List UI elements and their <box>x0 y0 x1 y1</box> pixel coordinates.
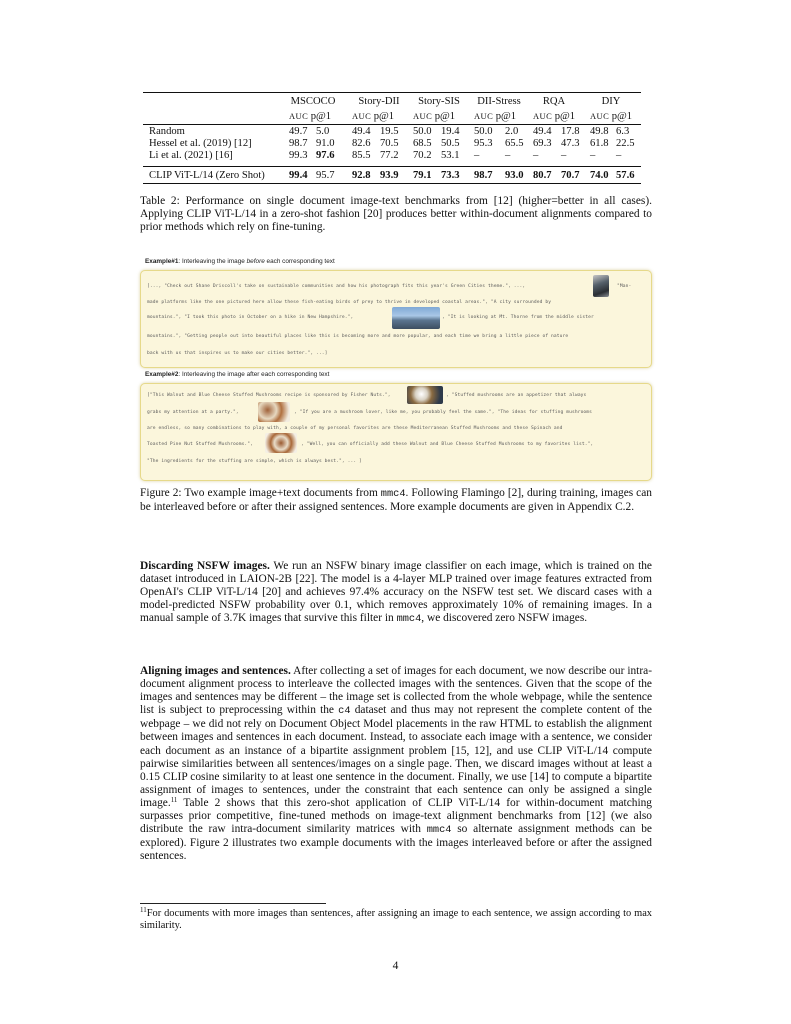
table-cell: 6.3 <box>616 126 630 137</box>
table-cell: 22.5 <box>616 138 635 149</box>
table-row-label: Li et al. (2021) [16] <box>149 150 233 161</box>
example1-line-1-tail: "Man- <box>617 284 632 289</box>
table-cell: 98.7 <box>474 170 493 181</box>
example2-line-5: "The ingredients for the stuffing are simple, which is always best.", ... ] <box>147 459 362 464</box>
example2-mushroom-photo-3 <box>265 433 297 453</box>
example2-line-4: Toasted Pine Nut Stuffed Mushrooms.", <box>147 442 254 447</box>
table-header-rule <box>143 124 641 125</box>
table-cell: 73.3 <box>441 170 460 181</box>
table-cell: 82.6 <box>352 138 371 149</box>
footnote-ref: 11 <box>170 795 178 804</box>
example2-title: Example#2: Interleaving the image after each corresponding text <box>145 371 330 378</box>
example2-line-1-tail: , "Stuffed mushrooms are an appetizer that always <box>446 393 587 398</box>
table-cell: 70.2 <box>413 150 432 161</box>
table-cell: 68.5 <box>413 138 432 149</box>
table-top-rule <box>143 92 641 93</box>
table-cell: 49.8 <box>590 126 609 137</box>
page-number: 4 <box>392 960 399 972</box>
col-header-dii-stress: DII-Stress <box>477 96 521 107</box>
sub-header-dii-stress: AUC p@1 <box>474 111 517 122</box>
table-row-label: Hessel et al. (2019) [12] <box>149 138 252 149</box>
table-cell: 70.7 <box>561 170 580 181</box>
table-cell: 53.1 <box>441 150 460 161</box>
table-cell: 17.8 <box>561 126 580 137</box>
table-cell: 70.5 <box>380 138 399 149</box>
sub-header-story-sis: AUC p@1 <box>413 111 456 122</box>
table-cell: 5.0 <box>316 126 330 137</box>
alignment-heading: Aligning images and sentences. <box>140 665 291 677</box>
example2-mushroom-photo-1 <box>407 386 443 404</box>
table-cell: 93.0 <box>505 170 524 181</box>
table-cell: 50.5 <box>441 138 460 149</box>
nsfw-heading: Discarding NSFW images. <box>140 560 270 572</box>
table-cell: – <box>505 150 511 161</box>
table-cell: 98.7 <box>289 138 308 149</box>
table-caption: Table 2: Performance on single document image-text benchmarks from [12] (higher=better in all cases). Applying CLIP ViT-L/14 in a zero-shot fashion [20] produces better within-document alignments compared to prior methods which rely on fine-tuning. <box>140 195 652 234</box>
col-header-story-dii: Story-DII <box>358 96 400 107</box>
table-cell: 95.7 <box>316 170 335 181</box>
table-cell: 91.0 <box>316 138 335 149</box>
example1-bird-photo <box>593 275 609 297</box>
sub-header-rqa: AUC p@1 <box>533 111 576 122</box>
table-cell: 65.5 <box>505 138 524 149</box>
example2-line-4-tail: , "Well, you can officially add these Walnut and Blue Cheese Stuffed Mushrooms to my favorites list.", <box>301 442 594 447</box>
sub-header-mscoco: AUC p@1 <box>289 111 332 122</box>
table-cell: – <box>616 150 622 161</box>
table-bottom-rule <box>143 183 641 184</box>
table-cell: 93.9 <box>380 170 399 181</box>
table-cell: 95.3 <box>474 138 493 149</box>
table-mid-rule <box>143 166 641 167</box>
table-cell: 74.0 <box>590 170 609 181</box>
figure-caption: Figure 2: Two example image+text documents from mmc4. Following Flamingo [2], during training, images can be interleaved before or after their assigned sentences. More example documents are given in Appendix C.2. <box>140 487 652 514</box>
table-row-label: CLIP ViT-L/14 (Zero Shot) <box>149 170 265 181</box>
table-cell: 77.2 <box>380 150 399 161</box>
example1-line-3-tail: , "It is looking at Mt. Thorne from the middle sister <box>442 315 594 320</box>
example1-panel <box>140 270 652 368</box>
col-header-mscoco: MSCOCO <box>290 96 336 107</box>
example2-line-2: grabs my attention at a party.", <box>147 410 239 415</box>
table-cell: 80.7 <box>533 170 552 181</box>
table-cell: 19.4 <box>441 126 460 137</box>
table-cell: 69.3 <box>533 138 552 149</box>
example2-panel <box>140 383 652 481</box>
example1-title: Example#1: Interleaving the image before each corresponding text <box>145 258 335 265</box>
col-header-diy: DIY <box>601 96 621 107</box>
table-cell: 61.8 <box>590 138 609 149</box>
table-cell: – <box>474 150 480 161</box>
example2-line-1: ["This Walnut and Blue Cheese Stuffed Mushrooms recipe is sponsored by Fisher Nuts.", <box>147 393 391 398</box>
sub-header-story-dii: AUC p@1 <box>352 111 395 122</box>
footnote: $^{11}$For documents with more images than sentences, after assigning an image to each sentence, we assign according to max similarity. <box>140 906 652 931</box>
example2-line-3: are endless, so many combinations to play with, a couple of my personal favorites are these Mediterranean Stuffed Mushrooms and these Spinach and <box>147 426 563 431</box>
table-cell: 97.6 <box>316 150 335 161</box>
table-cell: 49.4 <box>533 126 552 137</box>
table-cell: 79.1 <box>413 170 432 181</box>
sub-header-diy: AUC p@1 <box>590 111 633 122</box>
nsfw-paragraph: Discarding NSFW images. We run an NSFW binary image classifier on each image, which is trained on the dataset introduced in LAION-2B [22]. The model is a 4-layer MLP trained over image features extracted from OpenAI's CLIP ViT-L/14 [20] and achieves 97.4% accuracy on the NSFW test set. We discard cases with a model-predicted NSFW probability over 0.1, which removes approximately 10% of remaining images. In a manual sample of 3.7K images that survive this filter in mmc4, we discovered zero NSFW images. <box>140 560 652 626</box>
example1-line-5: back with us that inspires us to make our cities better.", ...] <box>147 351 328 356</box>
table-cell: 99.4 <box>289 170 308 181</box>
table-cell: 50.0 <box>413 126 432 137</box>
table-cell: – <box>590 150 596 161</box>
table-cell: 19.5 <box>380 126 399 137</box>
footnote-rule <box>140 903 326 904</box>
example1-line-2: made platforms like the one pictured here allow these fish-eating birds of prey to thrive in developed coastal areas.", "A city surrounded by <box>147 300 552 305</box>
table-cell: 50.0 <box>474 126 493 137</box>
table-cell: – <box>533 150 539 161</box>
table-cell: 92.8 <box>352 170 371 181</box>
example2-line-2-tail: , "If you are a mushroom lover, like me, you probably feel the same.", "The ideas for stuffing mushrooms <box>294 410 593 415</box>
table-cell: 49.4 <box>352 126 371 137</box>
example1-mountain-photo <box>392 307 440 329</box>
example2-mushroom-photo-2 <box>258 402 290 422</box>
table-row-label: Random <box>149 126 185 137</box>
table-cell: 2.0 <box>505 126 519 137</box>
table-cell: 85.5 <box>352 150 371 161</box>
alignment-paragraph: Aligning images and sentences. After collecting a set of images for each document, we now describe our intra-document alignment process to interleave the collected images with the sentences. Given that the scope of the images and sentences may be different – the image set is collected from the whole webpage, while the sentence list is subject to preprocessing within the c4 dataset and thus may not represent the complete content of the webpage – we did not rely on Document Object Model placements in the raw HTML to establish the alignment between images and sentences in each document. Instead, to associate each image with a sentence, we consider each document as an instance of a bipartite assignment problem [15, 12], and use CLIP ViT-L/14 compute pairwise similarities between all sentences/images on a single page. Then, we discard images without at least a 0.15 CLIP cosine similarity to at least one sentence in the document. Finally, we use [14] to compute a bipartite assignment of images to sentences, under the constraint that each sentence can only be assigned a single image.$^{11}$ Table 2 shows that this zero-shot application of CLIP ViT-L/14 for within-document matching surpasses prior competitive, fine-tuned methods on image-text alignment benchmarks from [12] (we also distribute the raw intra-document similarity matrices with mmc4 so alternate assignment methods can be explored). Figure 2 illustrates two example documents with the images interleaved before or after the assigned sentences. <box>140 665 652 863</box>
table-cell: 99.3 <box>289 150 308 161</box>
table-cell: 57.6 <box>616 170 635 181</box>
table-cell: – <box>561 150 567 161</box>
table-cell: 49.7 <box>289 126 308 137</box>
example1-line-3: mountains.", "I took this photo in October on a hike in New Hampshire.", <box>147 315 354 320</box>
col-header-rqa: RQA <box>542 96 566 107</box>
example1-line-4: mountains.", "Getting people out into beautiful places like this is becoming more and more popular, and each time we bring a little piece of nature <box>147 334 569 339</box>
col-header-story-sis: Story-SIS <box>418 96 460 107</box>
example1-line-1: [..., "Check out Shane Driscoll's take on sustainable communities and how his photograph fits this year's Green Cities theme.", ..., <box>147 284 526 289</box>
table-cell: 47.3 <box>561 138 580 149</box>
